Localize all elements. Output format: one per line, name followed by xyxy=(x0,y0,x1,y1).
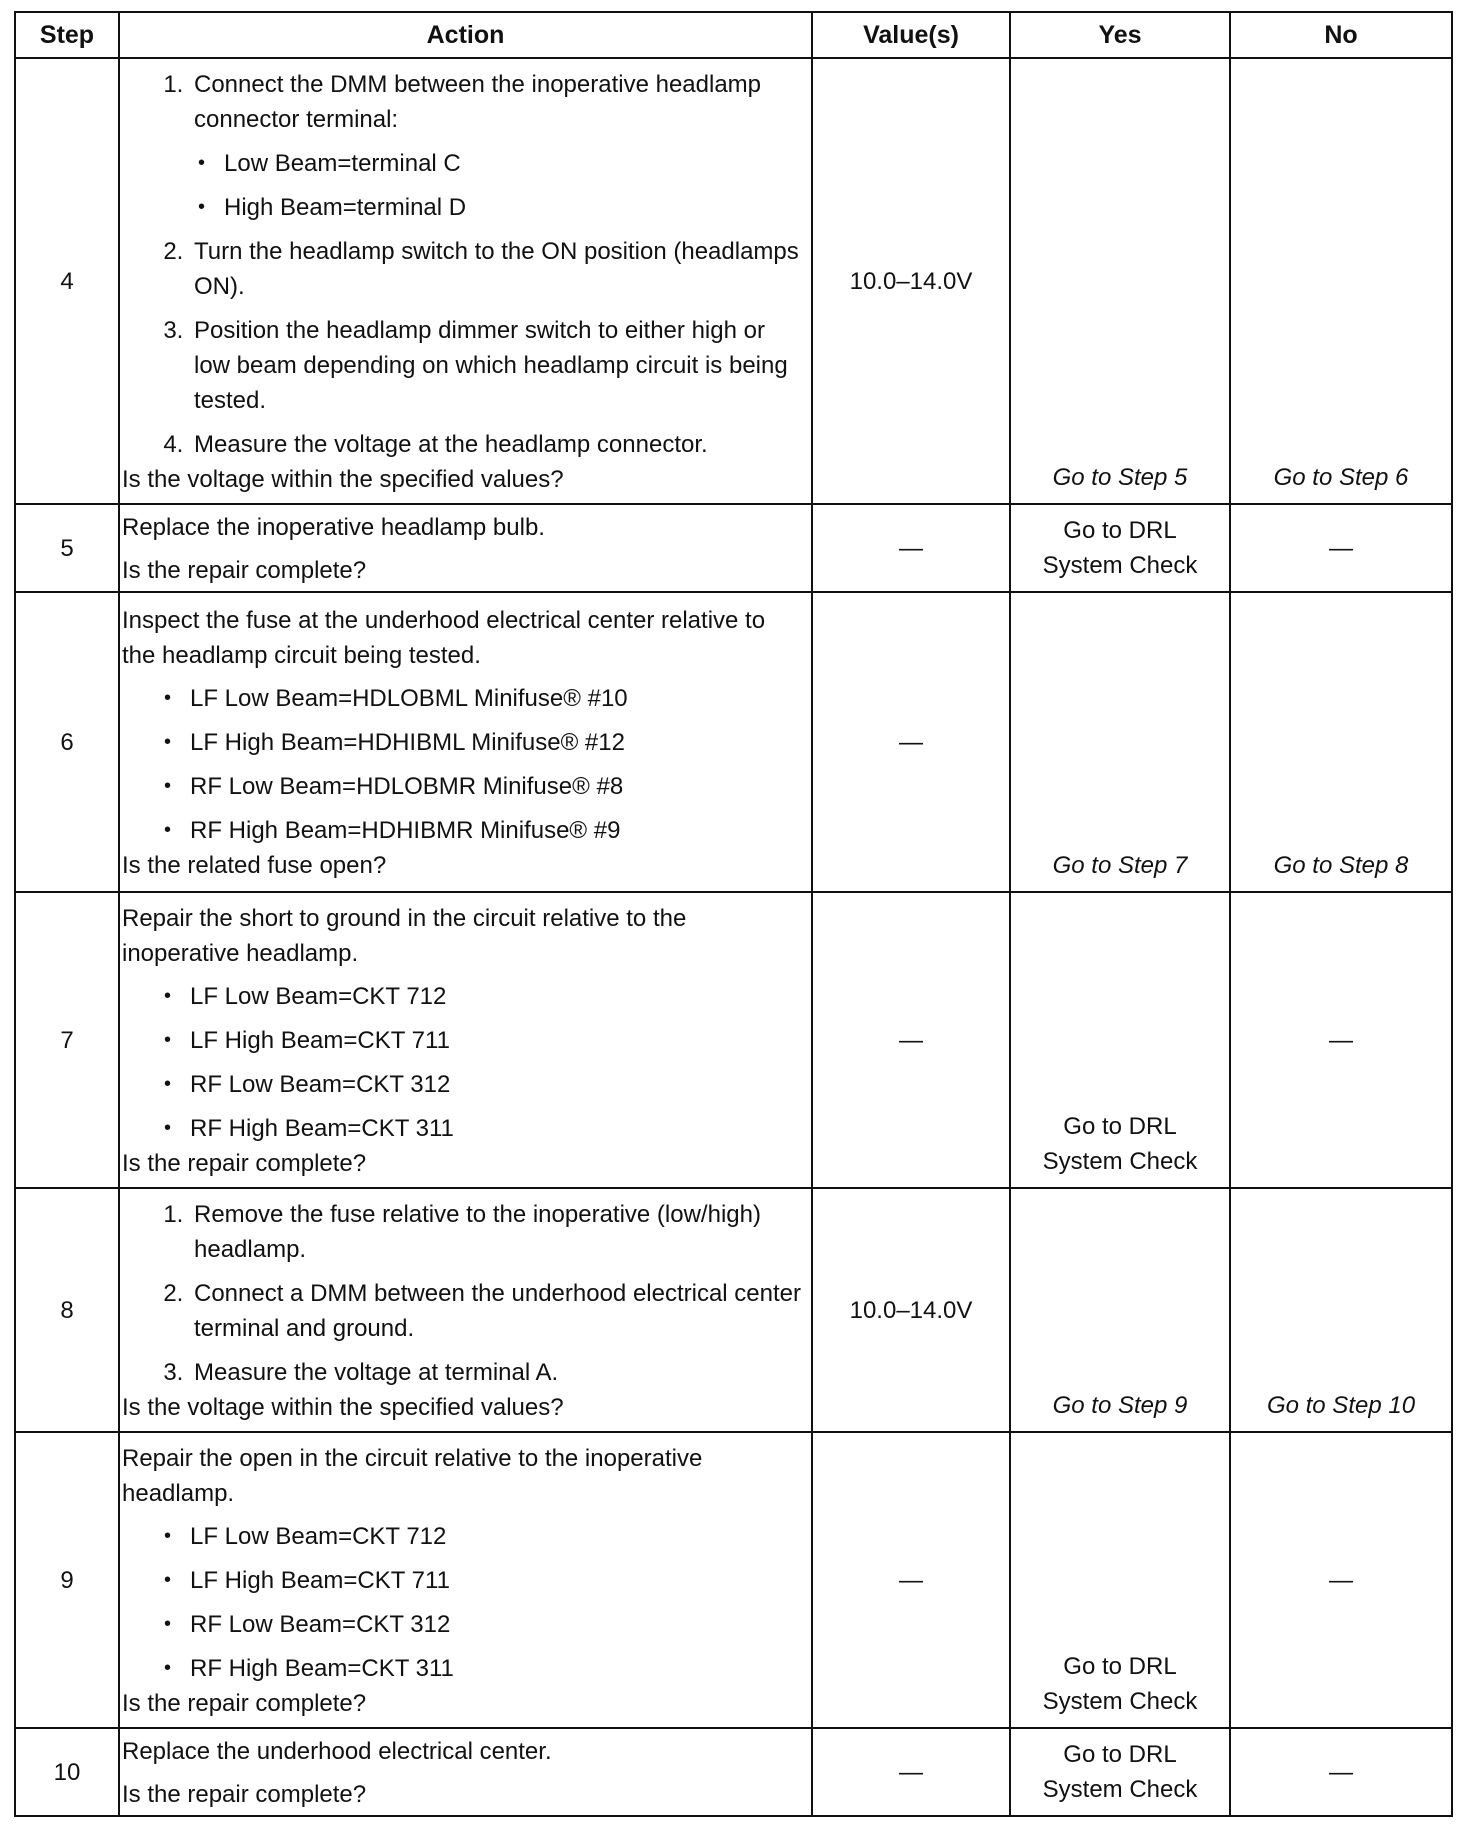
question-text: Is the voltage within the specified values? xyxy=(122,1394,564,1421)
list-item: 4. Measure the voltage at the headlamp connector. xyxy=(190,427,803,462)
yes-cell xyxy=(1010,892,1230,1188)
diagnostic-table xyxy=(14,11,1453,1817)
action-text: Repair the open in the circuit relative to the inoperative headlamp. xyxy=(122,1445,703,1507)
action-cell xyxy=(119,1188,812,1432)
step-number: 4 xyxy=(15,58,119,504)
header-yes: Yes xyxy=(1010,12,1230,58)
bullet-list xyxy=(122,979,803,1146)
diagnostic-table-container xyxy=(14,11,1451,1817)
no-cell: Go to Step 8 xyxy=(1230,592,1452,892)
list-item: • LF Low Beam=HDLOBML Minifuse® #10 xyxy=(190,681,803,716)
yes-line-1: Go to DRL xyxy=(1063,1653,1177,1680)
no-cell: — xyxy=(1230,892,1452,1188)
yes-cell: Go to Step 5 xyxy=(1010,58,1230,504)
list-item: 2. Connect a DMM between the underhood electrical center terminal and ground. xyxy=(190,1276,803,1346)
no-cell: — xyxy=(1230,1432,1452,1728)
list-item: 1. Remove the fuse relative to the inoperative (low/high) headlamp. xyxy=(190,1197,803,1267)
value-cell: 10.0–14.0V xyxy=(812,58,1010,504)
bullet-list xyxy=(122,1519,803,1686)
yes-line-2: System Check xyxy=(1042,1148,1198,1175)
table-row-step-4 xyxy=(15,58,1452,504)
list-item: • RF Low Beam=CKT 312 xyxy=(190,1067,803,1102)
no-cell: — xyxy=(1230,1728,1452,1816)
yes-line-2: System Check xyxy=(1042,1776,1198,1803)
list-item: • RF Low Beam=CKT 312 xyxy=(190,1607,803,1642)
action-cell xyxy=(119,892,812,1188)
list-item: • High Beam=terminal D xyxy=(224,190,803,225)
step-text: Connect the DMM between the inoperative headlamp connector terminal: xyxy=(194,71,761,133)
list-item: • RF High Beam=CKT 311 xyxy=(190,1651,803,1686)
action-cell xyxy=(119,1728,812,1816)
header-values: Value(s) xyxy=(812,12,1010,58)
action-text: Replace the underhood electrical center. xyxy=(122,1738,552,1765)
question-text: Is the related fuse open? xyxy=(122,852,387,879)
question-text: Is the repair complete? xyxy=(122,1781,367,1808)
value-cell: — xyxy=(812,504,1010,592)
no-cell: — xyxy=(1230,504,1452,592)
yes-line-2: System Check xyxy=(1042,552,1198,579)
list-item: • LF Low Beam=CKT 712 xyxy=(190,1519,803,1554)
value-cell: — xyxy=(812,1432,1010,1728)
list-item: 3. Measure the voltage at terminal A. xyxy=(190,1355,803,1390)
yes-cell xyxy=(1010,1432,1230,1728)
table-row-step-10 xyxy=(15,1728,1452,1816)
yes-cell xyxy=(1010,504,1230,592)
bullet-list xyxy=(194,146,803,225)
list-item: • RF High Beam=HDHIBMR Minifuse® #9 xyxy=(190,813,803,848)
header-row xyxy=(15,12,1452,58)
table-row-step-9 xyxy=(15,1432,1452,1728)
header-action: Action xyxy=(119,12,812,58)
numbered-steps xyxy=(122,1197,803,1390)
list-item: • LF High Beam=CKT 711 xyxy=(190,1023,803,1058)
value-cell: 10.0–14.0V xyxy=(812,1188,1010,1432)
list-item: • LF Low Beam=CKT 712 xyxy=(190,979,803,1014)
action-text: Inspect the fuse at the underhood electrical center relative to the headlamp circuit being tested. xyxy=(122,607,766,669)
list-item: • LF High Beam=CKT 711 xyxy=(190,1563,803,1598)
step-number: 8 xyxy=(15,1188,119,1432)
action-text: Repair the short to ground in the circuit relative to the inoperative headlamp. xyxy=(122,905,687,967)
yes-cell: Go to Step 7 xyxy=(1010,592,1230,892)
yes-line-1: Go to DRL xyxy=(1063,517,1177,544)
no-cell: Go to Step 10 xyxy=(1230,1188,1452,1432)
yes-line-2: System Check xyxy=(1042,1688,1198,1715)
step-number: 5 xyxy=(15,504,119,592)
step-number: 6 xyxy=(15,592,119,892)
action-text: Replace the inoperative headlamp bulb. xyxy=(122,514,545,541)
action-cell xyxy=(119,58,812,504)
step-number: 9 xyxy=(15,1432,119,1728)
table-row-step-7 xyxy=(15,892,1452,1188)
table-row-step-8 xyxy=(15,1188,1452,1432)
bullet-list xyxy=(122,681,803,848)
yes-cell: Go to Step 9 xyxy=(1010,1188,1230,1432)
action-cell xyxy=(119,504,812,592)
question-text: Is the repair complete? xyxy=(122,1150,367,1177)
list-item: • RF Low Beam=HDLOBMR Minifuse® #8 xyxy=(190,769,803,804)
table-row-step-6 xyxy=(15,592,1452,892)
question-text: Is the voltage within the specified values? xyxy=(122,466,564,493)
question-text: Is the repair complete? xyxy=(122,557,367,584)
yes-line-1: Go to DRL xyxy=(1063,1113,1177,1140)
action-cell xyxy=(119,592,812,892)
value-cell: — xyxy=(812,892,1010,1188)
yes-cell xyxy=(1010,1728,1230,1816)
value-cell: — xyxy=(812,592,1010,892)
yes-line-1: Go to DRL xyxy=(1063,1741,1177,1768)
numbered-steps xyxy=(122,67,803,462)
table-row-step-5 xyxy=(15,504,1452,592)
value-cell: — xyxy=(812,1728,1010,1816)
action-cell xyxy=(119,1432,812,1728)
list-item xyxy=(190,67,803,225)
list-item: • RF High Beam=CKT 311 xyxy=(190,1111,803,1146)
no-cell: Go to Step 6 xyxy=(1230,58,1452,504)
header-no: No xyxy=(1230,12,1452,58)
header-step: Step xyxy=(15,12,119,58)
question-text: Is the repair complete? xyxy=(122,1690,367,1717)
step-number: 7 xyxy=(15,892,119,1188)
list-item: 3. Position the headlamp dimmer switch to either high or low beam depending on which headlamp circuit is being tested. xyxy=(190,313,803,418)
list-item: 2. Turn the headlamp switch to the ON position (headlamps ON). xyxy=(190,234,803,304)
list-item: • LF High Beam=HDHIBML Minifuse® #12 xyxy=(190,725,803,760)
list-item: • Low Beam=terminal C xyxy=(224,146,803,181)
step-number: 10 xyxy=(15,1728,119,1816)
